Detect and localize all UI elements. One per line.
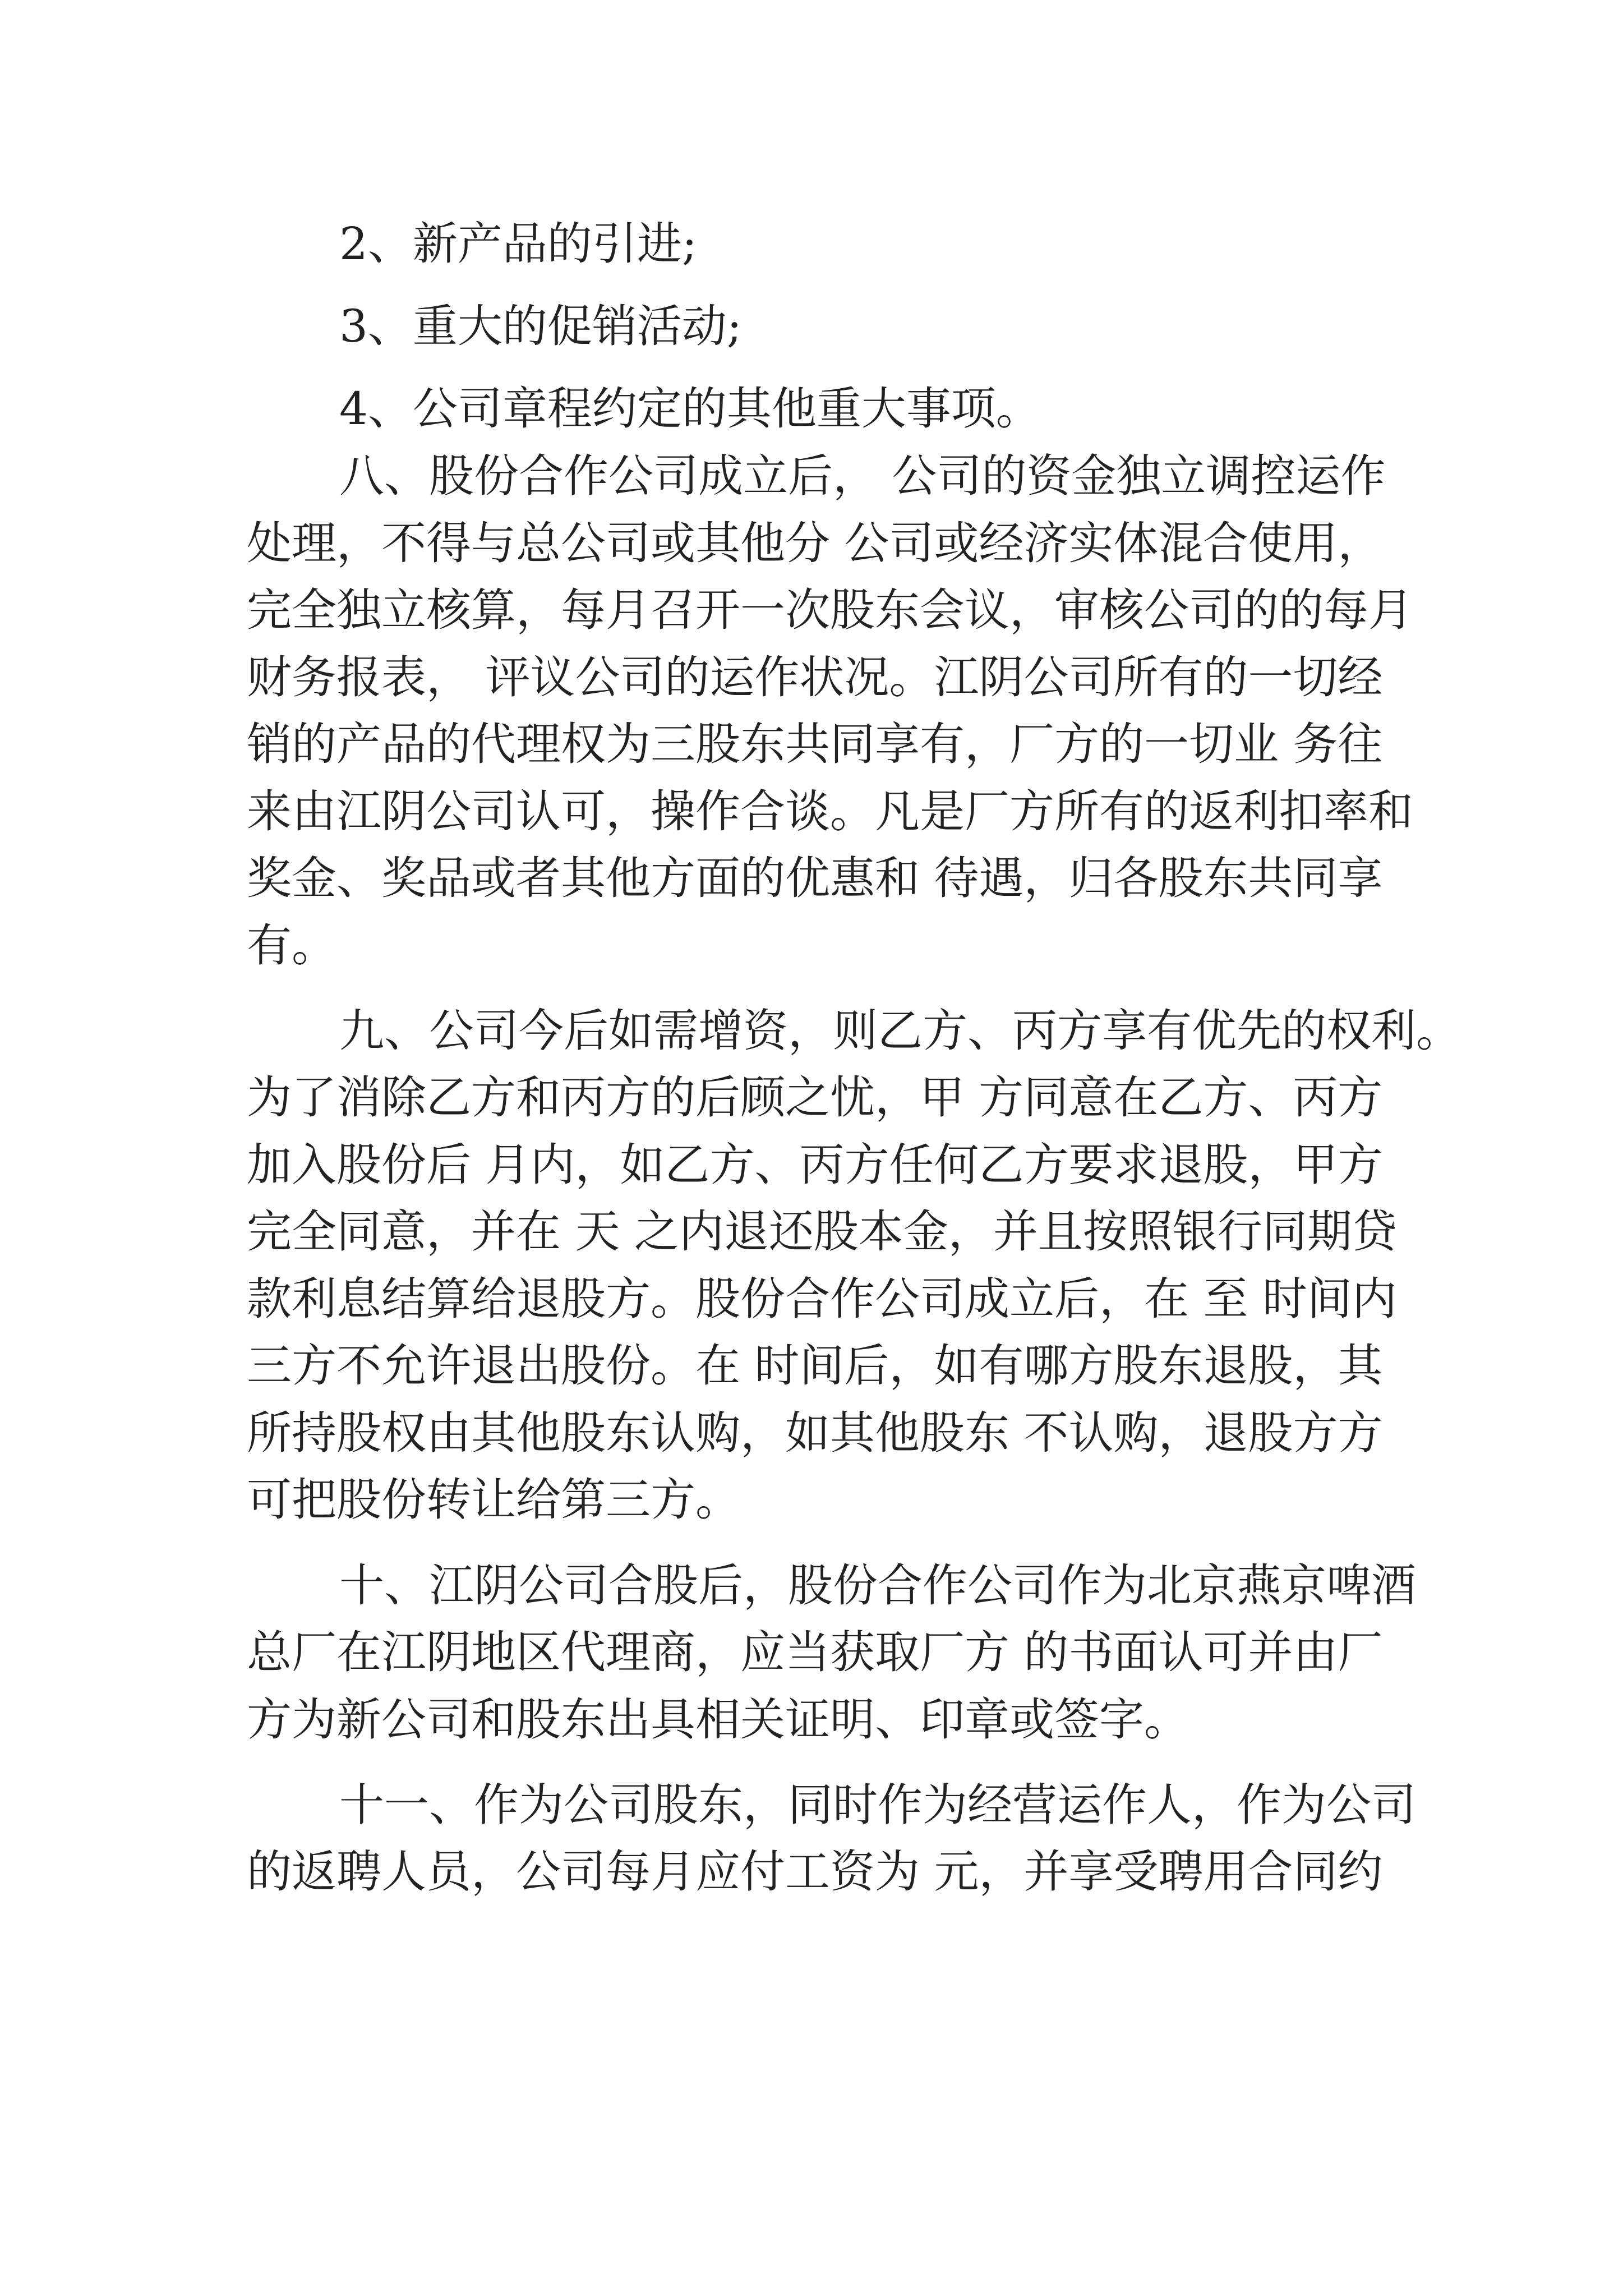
paragraph-8-line: 来由江阴公司认可，操作合谈。凡是厂方所有的返利扣率和: [247, 785, 1413, 838]
paragraph-8-line: 销的产品的代理权为三股东共同享有，厂方的一切业 务往: [247, 718, 1383, 770]
paragraph-10-line: 十、江阴公司合股后，股份合作公司作为北京燕京啤酒: [339, 1559, 1416, 1612]
paragraph-9-line: 三方不允许退出股份。在 时间后，如有哪方股东退股，其: [247, 1340, 1383, 1392]
paragraph-9-line: 可把股份转让给第三方。: [247, 1474, 740, 1526]
list-item-other-matters: 4、公司章程约定的其他重大事项。: [339, 383, 1041, 435]
paragraph-10-line: 总厂在江阴地区代理商，应当获取厂方 的书面认可并由厂: [247, 1626, 1383, 1678]
paragraph-11-line: 十一、作为公司股东，同时作为经营运作人，作为公司: [339, 1779, 1416, 1831]
paragraph-9-line: 所持股权由其他股东认购，如其他股东 不认购，退股方方: [247, 1407, 1383, 1459]
list-item-new-product: 2、新产品的引进;: [339, 218, 697, 270]
paragraph-9-line: 九、公司今后如需增资，则乙方、丙方享有优先的权利。: [339, 1005, 1461, 1057]
paragraph-9-line: 为了消除乙方和丙方的后顾之忧，甲 方同意在乙方、丙方: [247, 1071, 1383, 1124]
list-item-promotion: 3、重大的促销活动;: [339, 300, 742, 352]
paragraph-10-line: 方为新公司和股东出具相关证明、印章或签字。: [247, 1694, 1189, 1746]
paragraph-8-line: 奖金、奖品或者其他方面的优惠和 待遇，归各股东共同享: [247, 852, 1383, 904]
paragraph-9-line: 加入股份后 月内，如乙方、丙方任何乙方要求退股，甲方: [247, 1139, 1383, 1191]
paragraph-8-line: 八、股份合作公司成立后， 公司的资金独立调控运作: [339, 450, 1386, 502]
paragraph-8-line: 完全独立核算，每月召开一次股东会议，审核公司的的每月: [247, 584, 1413, 636]
paragraph-8-line: 财务报表， 评议公司的运作状况。江阴公司所有的一切经: [247, 651, 1383, 703]
paragraph-8-line: 有。: [247, 919, 336, 972]
paragraph-9-line: 完全同意，并在 天 之内退还股本金，并且按照银行同期贷: [247, 1205, 1397, 1258]
paragraph-11-line: 的返聘人员，公司每月应付工资为 元，并享受聘用合同约: [247, 1846, 1383, 1898]
paragraph-8-line: 处理，不得与总公司或其他分 公司或经济实体混合使用，: [247, 517, 1383, 569]
paragraph-9-line: 款利息结算给退股方。股份合作公司成立后，在 至 时间内: [247, 1273, 1397, 1325]
